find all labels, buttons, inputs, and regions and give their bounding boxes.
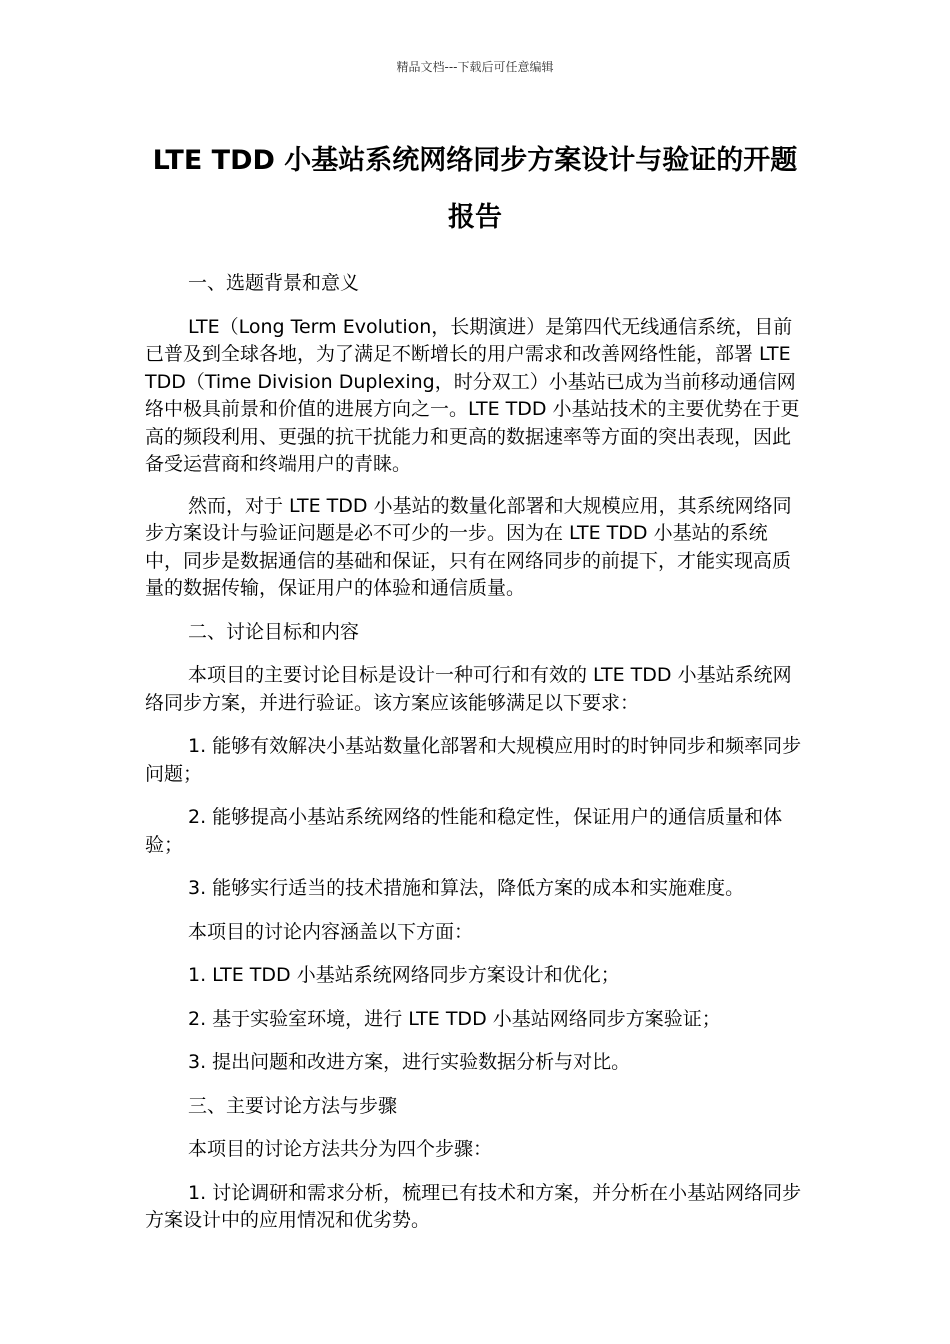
paragraph-goal: 本项目的主要讨论目标是设计一种可行和有效的 LTE TDD 小基站系统网络同步方案，并进行验证。该方案应该能够满足以下要求： xyxy=(145,664,792,714)
page-header: 精品文档---下载后可任意编辑 xyxy=(396,60,554,74)
method-step-1: 1. 讨论调研和需求分析，梳理已有技术和方案，并分析在小基站网络同步方案设计中的应用情况和优劣势。 xyxy=(145,1181,802,1231)
requirement-item-2: 2. 能够提高小基站系统网络的性能和稳定性，保证用户的通信质量和体验； xyxy=(145,806,783,856)
paragraph-sync-importance: 然而，对于 LTE TDD 小基站的数量化部署和大规模应用，其系统网络同步方案设计与验证问题是必不可少的一步。因为在 LTE TDD 小基站的系统中，同步是数据通信的基础和保证，只有在网络同步的前提下，才能实现高质量的数据传输，保证用户的体验和通信质量。 xyxy=(145,494,792,599)
section-heading-2: 二、讨论目标和内容 xyxy=(188,620,360,643)
requirement-item-1: 1. 能够有效解决小基站数量化部署和大规模应用时的时钟同步和频率同步问题； xyxy=(145,735,802,785)
paragraph-content-intro: 本项目的讨论内容涵盖以下方面： xyxy=(188,920,474,943)
paragraph-background: LTE（Long Term Evolution，长期演进）是第四代无线通信系统，目前已普及到全球各地，为了满足不断增长的用户需求和改善网络性能，部署 LTE TDD（Time Division Duplexing，时分双工）小基站已成为当前移动通信网络中极具前景和价值的进展方向之一。LTE TDD 小基站技术的主要优势在于更高的频段利用、更强的抗干扰能力和更高的数据速率等方面的突出表现，因此备受运营商和终端用户的青睐。 xyxy=(145,315,800,475)
document-body xyxy=(145,270,805,1235)
content-item-1: 1. LTE TDD 小基站系统网络同步方案设计和优化； xyxy=(188,964,620,986)
content-item-3: 3. 提出问题和改进方案，进行实验数据分析与对比。 xyxy=(188,1051,631,1073)
paragraph-method-intro: 本项目的讨论方法共分为四个步骤： xyxy=(188,1138,493,1160)
content-item-2: 2. 基于实验室环境，进行 LTE TDD 小基站网络同步方案验证； xyxy=(188,1007,721,1030)
section-heading-1: 一、选题背景和意义 xyxy=(188,272,360,294)
section-heading-3: 三、主要讨论方法与步骤 xyxy=(188,1094,398,1117)
requirement-item-3: 3. 能够实行适当的技术措施和算法，降低方案的成本和实施难度。 xyxy=(188,877,745,899)
document-title: LTE TDD 小基站系统网络同步方案设计与验证的开题报告 xyxy=(152,145,798,233)
